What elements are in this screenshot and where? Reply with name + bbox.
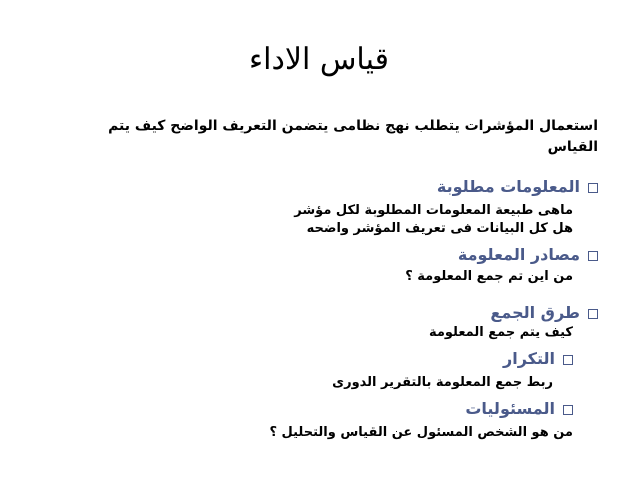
section-heading-required-info: المعلومات مطلوبة: [38, 176, 598, 198]
square-bullet-icon: [588, 183, 598, 193]
square-bullet-icon: [588, 309, 598, 319]
square-bullet-icon: [563, 355, 573, 365]
square-bullet-icon: [588, 251, 598, 261]
section-line: من هو الشخص المسئول عن القياس والتحليل ؟: [269, 425, 573, 440]
section-line: كيف يتم جمع المعلومة: [428, 325, 573, 340]
slide-title: قياس الاداء: [249, 42, 389, 77]
section-line: من اين تم جمع المعلومة ؟: [405, 269, 573, 284]
section-line: هل كل البيانات فى تعريف المؤشر واضحه: [306, 221, 573, 236]
section-line: ماهى طبيعة المعلومات المطلوبة لكل مؤشر: [294, 203, 573, 218]
section-heading-frequency: التكرار: [13, 348, 573, 370]
section-heading-responsibilities: المسئوليات: [13, 398, 573, 420]
intro-paragraph: استعمال المؤشرات يتطلب نهج نظامى يتضمن التعريف الواضح كيف يتم القياس: [108, 118, 598, 155]
section-heading-collection-methods: طرق الجمع: [38, 302, 598, 324]
section-heading-info-sources: مصادر المعلومة: [38, 244, 598, 266]
section-line: ربط جمع المعلومة بالتقرير الدورى: [332, 375, 553, 390]
square-bullet-icon: [563, 405, 573, 415]
